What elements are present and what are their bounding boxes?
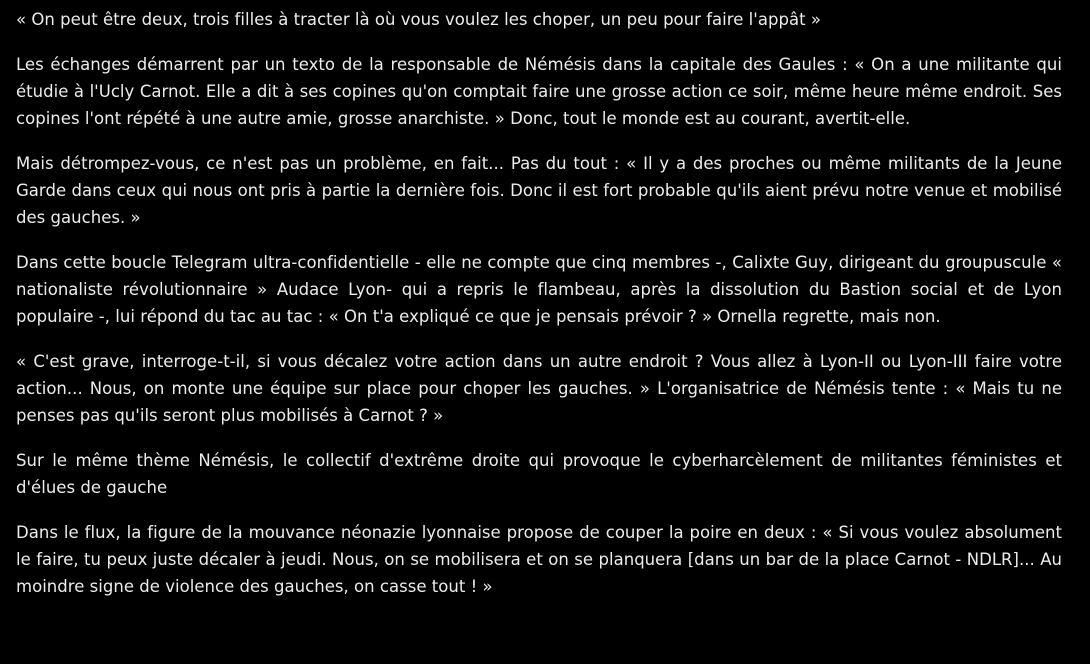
article-paragraph-compromise: Dans le flux, la figure de la mouvance néonazie lyonnaise propose de couper la poire en deux : « Si vous voulez absolument le faire, tu peux juste décaler à jeudi. Nous, on se mobilisera et on se planquera [dans un bar de la place Carnot - NDLR]... Au moindre signe de violence des gauches, on casse tout ! » (16, 523, 1062, 596)
article-paragraph-telegram-loop: Dans cette boucle Telegram ultra-confidentielle - elle ne compte que cinq membres -, Calixte Guy, dirigeant du groupuscule « nationaliste révolutionnaire » Audace Lyon- qui a repris le flambeau, après la dissolution du Bastion social et de Lyon populaire -, lui répond du tac au tac : « On t'a expliqué ce que je pensais prévoir ? » Ornella regrette, mais non. (16, 253, 1062, 326)
article-paragraph-not-a-problem: Mais détrompez-vous, ce n'est pas un problème, en fait... Pas du tout : « Il y a des proches ou même militants de la Jeune Garde dans ceux qui nous ont pris à partie la dernière fois. Donc il est fort probable qu'ils aient prévu notre venue et mobilisé des gauches. » (16, 154, 1062, 227)
article-paragraph-related-link[interactable]: Sur le même thème Némésis, le collectif d'extrême droite qui provoque le cyberharcèlement de militantes féministes et d'élues de gauche (16, 451, 1062, 497)
article-paragraph-exchanges: Les échanges démarrent par un texto de la responsable de Némésis dans la capitale des Gaules : « On a une militante qui étudie à l'Ucly Carnot. Elle a dit à ses copines qu'on comptait faire une grosse action ce soir, même heure même endroit. Ses copines l'ont répété à une autre amie, grosse anarchiste. » Donc, tout le monde est au courant, avertit-elle. (16, 55, 1062, 128)
article-paragraph-question: « C'est grave, interroge-t-il, si vous décalez votre action dans un autre endroit ? Vous allez à Lyon-II ou Lyon-III faire votre action... Nous, on monte une équipe sur place pour choper les gauches. » L'organisatrice de Némésis tente : « Mais tu ne penses pas qu'ils seront plus mobilisés à Carnot ? » (16, 352, 1062, 425)
article-paragraph-quote: « On peut être deux, trois filles à tracter là où vous voulez les choper, un peu pour faire l'appât » (16, 10, 821, 29)
